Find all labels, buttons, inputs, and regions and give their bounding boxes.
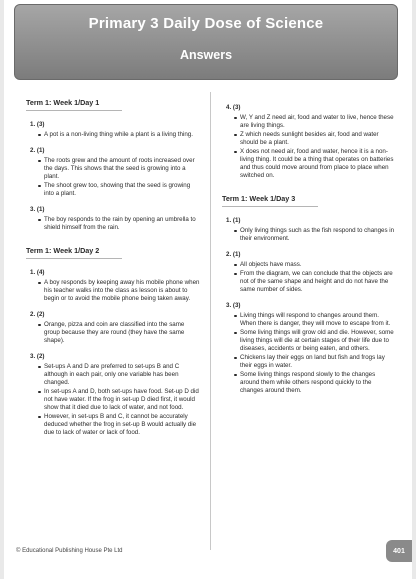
page-subtitle: Answers [179, 48, 233, 62]
answer-bullet: From the diagram, we can conclude that the objects are not of the same shape and height and do not have the same number of sides. [240, 270, 396, 294]
answer-bullet: A pot is a non-living thing while a plant is a living thing. [44, 131, 200, 139]
answer-bullet: Only living things such as the fish respond to changes in their environment. [240, 227, 395, 242]
answer-bullet: Set-ups A and D are preferred to set-ups B and C although in each pair, only one variable has been changed. [44, 363, 200, 387]
answer-bullet: Living things will respond to changes around them. When there is danger, they will move to escape from it. [240, 312, 396, 328]
header-banner [14, 4, 398, 80]
answer-number: 3. (3) [226, 302, 241, 309]
right-column [222, 104, 396, 403]
left-column [26, 98, 200, 445]
answer-number: 1. (1) [226, 217, 241, 224]
copyright-footer: © Educational Publishing House Pte Ltd [16, 548, 123, 554]
answer-item [26, 206, 200, 232]
answer-bullet: A boy responds by keeping away his mobile phone when his teacher walks into the class as lesson is about to begin or to avoid the mobile phone being taken away. [44, 279, 200, 302]
answer-item [26, 147, 200, 198]
answer-bullet: Chickens lay their eggs on land but fish and frogs lay their eggs in water. [240, 354, 396, 370]
answer-bullet: However, in set-ups B and C, it cannot be accurately deduced whether the frog in set-up B would actually die due to lack of water or lack of food. [44, 413, 200, 437]
answer-number: 1. (3) [30, 121, 45, 128]
answer-bullet: Some living things will grow old and die. However, some living things will die at certain stages of their life due to diseases, accidents or being eaten, and others. [240, 329, 396, 353]
answer-number: 2. (1) [226, 251, 241, 258]
answer-number: 2. (1) [30, 147, 45, 154]
answer-number: 2. (2) [30, 311, 45, 318]
answer-page [4, 0, 412, 579]
answer-bullet: The roots grew and the amount of roots increased over the days. This shows that the seed is growing into a plant. [44, 157, 200, 181]
answer-bullet: Z which needs sunlight besides air, food and water should be a plant. [240, 131, 396, 147]
answer-item [222, 104, 396, 180]
answer-item [26, 353, 200, 437]
page-number: 401 [386, 540, 412, 562]
page-title: Primary 3 Daily Dose of Science [88, 15, 324, 32]
answer-number: 4. (3) [226, 104, 241, 111]
answer-item [222, 217, 396, 243]
section-heading: Term 1: Week 1/Day 2 [26, 246, 122, 259]
section-heading: Term 1: Week 1/Day 3 [222, 194, 318, 207]
answer-bullet: In set-ups A and D, both set-ups have food. Set-up D did not have water. If the frog in set-up D died first, it would show that it died due to lack of water, and not food. [44, 388, 199, 411]
section-heading: Term 1: Week 1/Day 1 [26, 98, 122, 111]
answer-item [26, 121, 200, 139]
answer-number: 1. (4) [30, 269, 45, 276]
answer-bullet: The boy responds to the rain by opening an umbrella to shield himself from the rain. [44, 216, 200, 232]
answer-bullet: W, Y and Z need air, food and water to live, hence these are living things. [240, 114, 396, 130]
answer-item [26, 269, 200, 303]
answer-bullet: Some living things respond slowly to the changes around them while others respond quickly to the changes around them. [240, 371, 396, 395]
answer-bullet: The shoot grew too, showing that the seed is growing into a plant. [44, 182, 200, 198]
answer-item [222, 251, 396, 294]
answer-item [222, 302, 396, 395]
answer-number: 3. (2) [30, 353, 45, 360]
answer-bullet: Orange, pizza and coin are classified into the same group because they are round (they have the same shape). [44, 321, 200, 345]
answer-number: 3. (1) [30, 206, 45, 213]
answer-bullet: All objects have mass. [240, 261, 396, 269]
answer-item [26, 311, 200, 345]
answer-bullet: X does not need air, food and water, hence it is a non-living thing. It could be a thing that operates on batteries and thus could move around from place to place when switched on. [240, 148, 396, 180]
column-divider [210, 92, 211, 550]
